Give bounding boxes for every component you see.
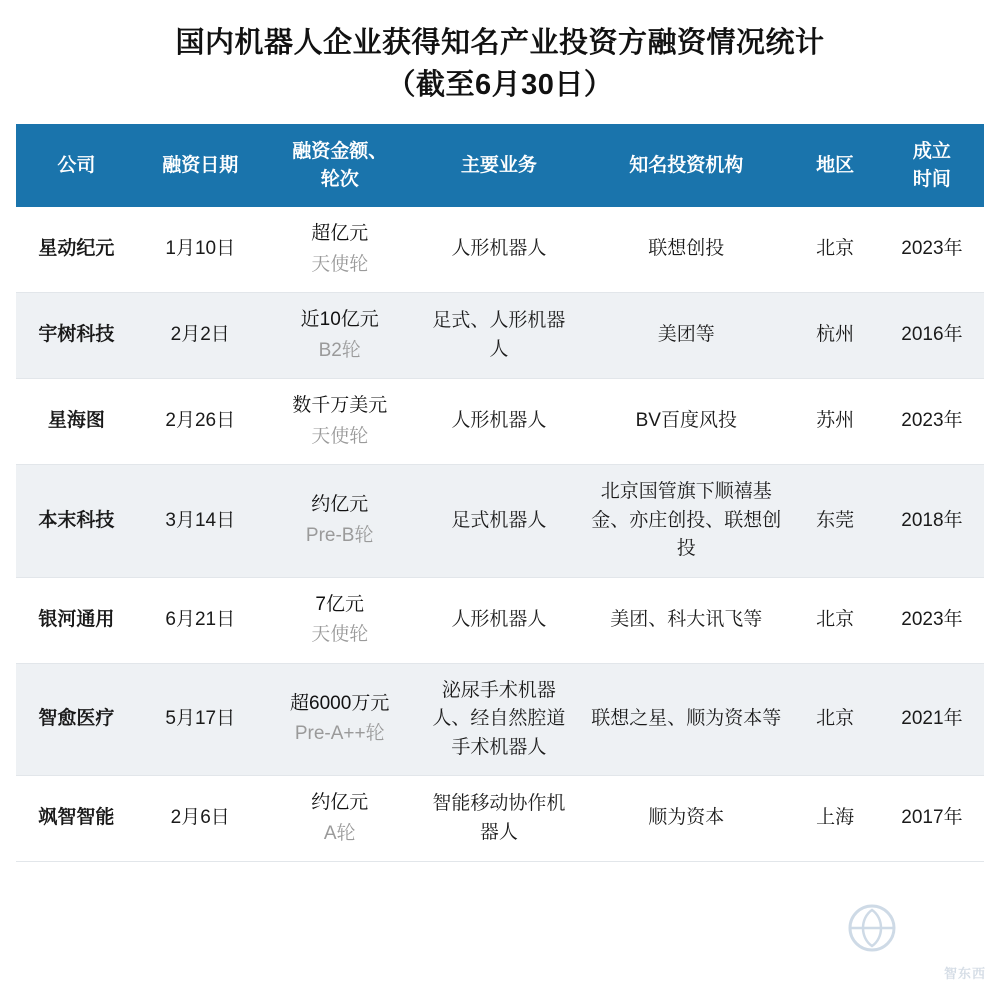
cell-date: 2月2日 bbox=[137, 293, 264, 379]
cell-business: 足式机器人 bbox=[416, 465, 583, 578]
cell-company: 银河通用 bbox=[16, 577, 137, 663]
column-header-investors bbox=[582, 124, 790, 207]
cell-amount: 约亿元 bbox=[311, 494, 369, 516]
cell-amount-round bbox=[264, 207, 416, 293]
cell-investors: 联想创投 bbox=[582, 207, 790, 293]
table-row bbox=[16, 465, 984, 578]
column-header-amount-line1: 融资金额、 bbox=[292, 141, 388, 163]
cell-company: 飒智智能 bbox=[16, 776, 137, 862]
table-row bbox=[16, 293, 984, 379]
cell-business: 足式、人形机器人 bbox=[416, 293, 583, 379]
cell-business: 泌尿手术机器人、经自然腔道手术机器人 bbox=[416, 663, 583, 776]
cell-business: 智能移动协作机器人 bbox=[416, 776, 583, 862]
title-line-1: 国内机器人企业获得知名产业投资方融资情况统计 bbox=[175, 27, 825, 59]
cell-founded: 2023年 bbox=[880, 379, 984, 465]
cell-date: 2月6日 bbox=[137, 776, 264, 862]
cell-region: 北京 bbox=[790, 663, 880, 776]
cell-founded: 2023年 bbox=[880, 207, 984, 293]
column-header-region bbox=[790, 124, 880, 207]
table-header-row bbox=[16, 124, 984, 207]
column-header-date bbox=[137, 124, 264, 207]
cell-date: 6月21日 bbox=[137, 577, 264, 663]
table-row bbox=[16, 379, 984, 465]
cell-region: 北京 bbox=[790, 577, 880, 663]
column-header-business-line1: 主要业务 bbox=[460, 154, 537, 176]
column-header-amount bbox=[264, 124, 416, 207]
cell-amount-round bbox=[264, 379, 416, 465]
column-header-investors-line1: 知名投资机构 bbox=[629, 154, 744, 176]
column-header-founded-line2: 时间 bbox=[912, 168, 951, 190]
cell-amount-round bbox=[264, 577, 416, 663]
cell-amount: 约亿元 bbox=[311, 792, 369, 814]
cell-round: Pre-A++轮 bbox=[294, 723, 385, 745]
cell-region: 苏州 bbox=[790, 379, 880, 465]
cell-region: 杭州 bbox=[790, 293, 880, 379]
page-title bbox=[0, 0, 1000, 116]
cell-business: 人形机器人 bbox=[416, 207, 583, 293]
cell-round: 天使轮 bbox=[311, 253, 369, 275]
cell-amount-round bbox=[264, 663, 416, 776]
cell-founded: 2021年 bbox=[880, 663, 984, 776]
cell-amount: 7亿元 bbox=[315, 593, 364, 615]
watermark-logo bbox=[836, 902, 986, 981]
column-header-founded bbox=[880, 124, 984, 207]
column-header-region-line1: 地区 bbox=[816, 154, 855, 176]
cell-date: 3月14日 bbox=[137, 465, 264, 578]
column-header-company bbox=[16, 124, 137, 207]
column-header-date-line1: 融资日期 bbox=[162, 154, 239, 176]
cell-amount-round bbox=[264, 776, 416, 862]
cell-business: 人形机器人 bbox=[416, 379, 583, 465]
cell-date: 2月26日 bbox=[137, 379, 264, 465]
cell-investors: 联想之星、顺为资本等 bbox=[582, 663, 790, 776]
cell-date: 5月17日 bbox=[137, 663, 264, 776]
watermark-label: 智东西 bbox=[943, 966, 986, 981]
cell-amount: 超6000万元 bbox=[290, 692, 390, 714]
cell-round: A轮 bbox=[323, 822, 356, 844]
cell-region: 北京 bbox=[790, 207, 880, 293]
column-header-company-line1: 公司 bbox=[57, 154, 96, 176]
cell-round: B2轮 bbox=[318, 339, 361, 361]
cell-amount: 超亿元 bbox=[311, 223, 369, 245]
watermark-icon bbox=[836, 902, 986, 958]
cell-company: 宇树科技 bbox=[16, 293, 137, 379]
table-row bbox=[16, 776, 984, 862]
cell-investors: 顺为资本 bbox=[582, 776, 790, 862]
cell-round: 天使轮 bbox=[311, 425, 369, 447]
cell-amount-round bbox=[264, 465, 416, 578]
cell-round: Pre-B轮 bbox=[305, 524, 374, 546]
table-row bbox=[16, 663, 984, 776]
cell-business: 人形机器人 bbox=[416, 577, 583, 663]
cell-amount-round bbox=[264, 293, 416, 379]
cell-company: 星海图 bbox=[16, 379, 137, 465]
cell-company: 星动纪元 bbox=[16, 207, 137, 293]
cell-investors: BV百度风投 bbox=[582, 379, 790, 465]
cell-round: 天使轮 bbox=[311, 624, 369, 646]
table-row bbox=[16, 577, 984, 663]
title-line-2: （截至6月30日） bbox=[386, 69, 614, 102]
cell-company: 本末科技 bbox=[16, 465, 137, 578]
cell-investors: 美团等 bbox=[582, 293, 790, 379]
column-header-founded-line1: 成立 bbox=[912, 141, 951, 163]
column-header-business bbox=[416, 124, 583, 207]
cell-founded: 2016年 bbox=[880, 293, 984, 379]
cell-region: 上海 bbox=[790, 776, 880, 862]
financing-table bbox=[16, 124, 984, 862]
cell-company: 智愈医疗 bbox=[16, 663, 137, 776]
table-body bbox=[16, 207, 984, 862]
table-row bbox=[16, 207, 984, 293]
cell-amount: 数千万美元 bbox=[292, 395, 388, 417]
table-header bbox=[16, 124, 984, 207]
cell-amount: 近10亿元 bbox=[300, 309, 379, 331]
cell-founded: 2018年 bbox=[880, 465, 984, 578]
cell-investors: 美团、科大讯飞等 bbox=[582, 577, 790, 663]
cell-founded: 2023年 bbox=[880, 577, 984, 663]
cell-date: 1月10日 bbox=[137, 207, 264, 293]
column-header-amount-line2: 轮次 bbox=[320, 168, 359, 190]
cell-founded: 2017年 bbox=[880, 776, 984, 862]
cell-region: 东莞 bbox=[790, 465, 880, 578]
cell-investors: 北京国管旗下顺禧基金、亦庄创投、联想创投 bbox=[582, 465, 790, 578]
